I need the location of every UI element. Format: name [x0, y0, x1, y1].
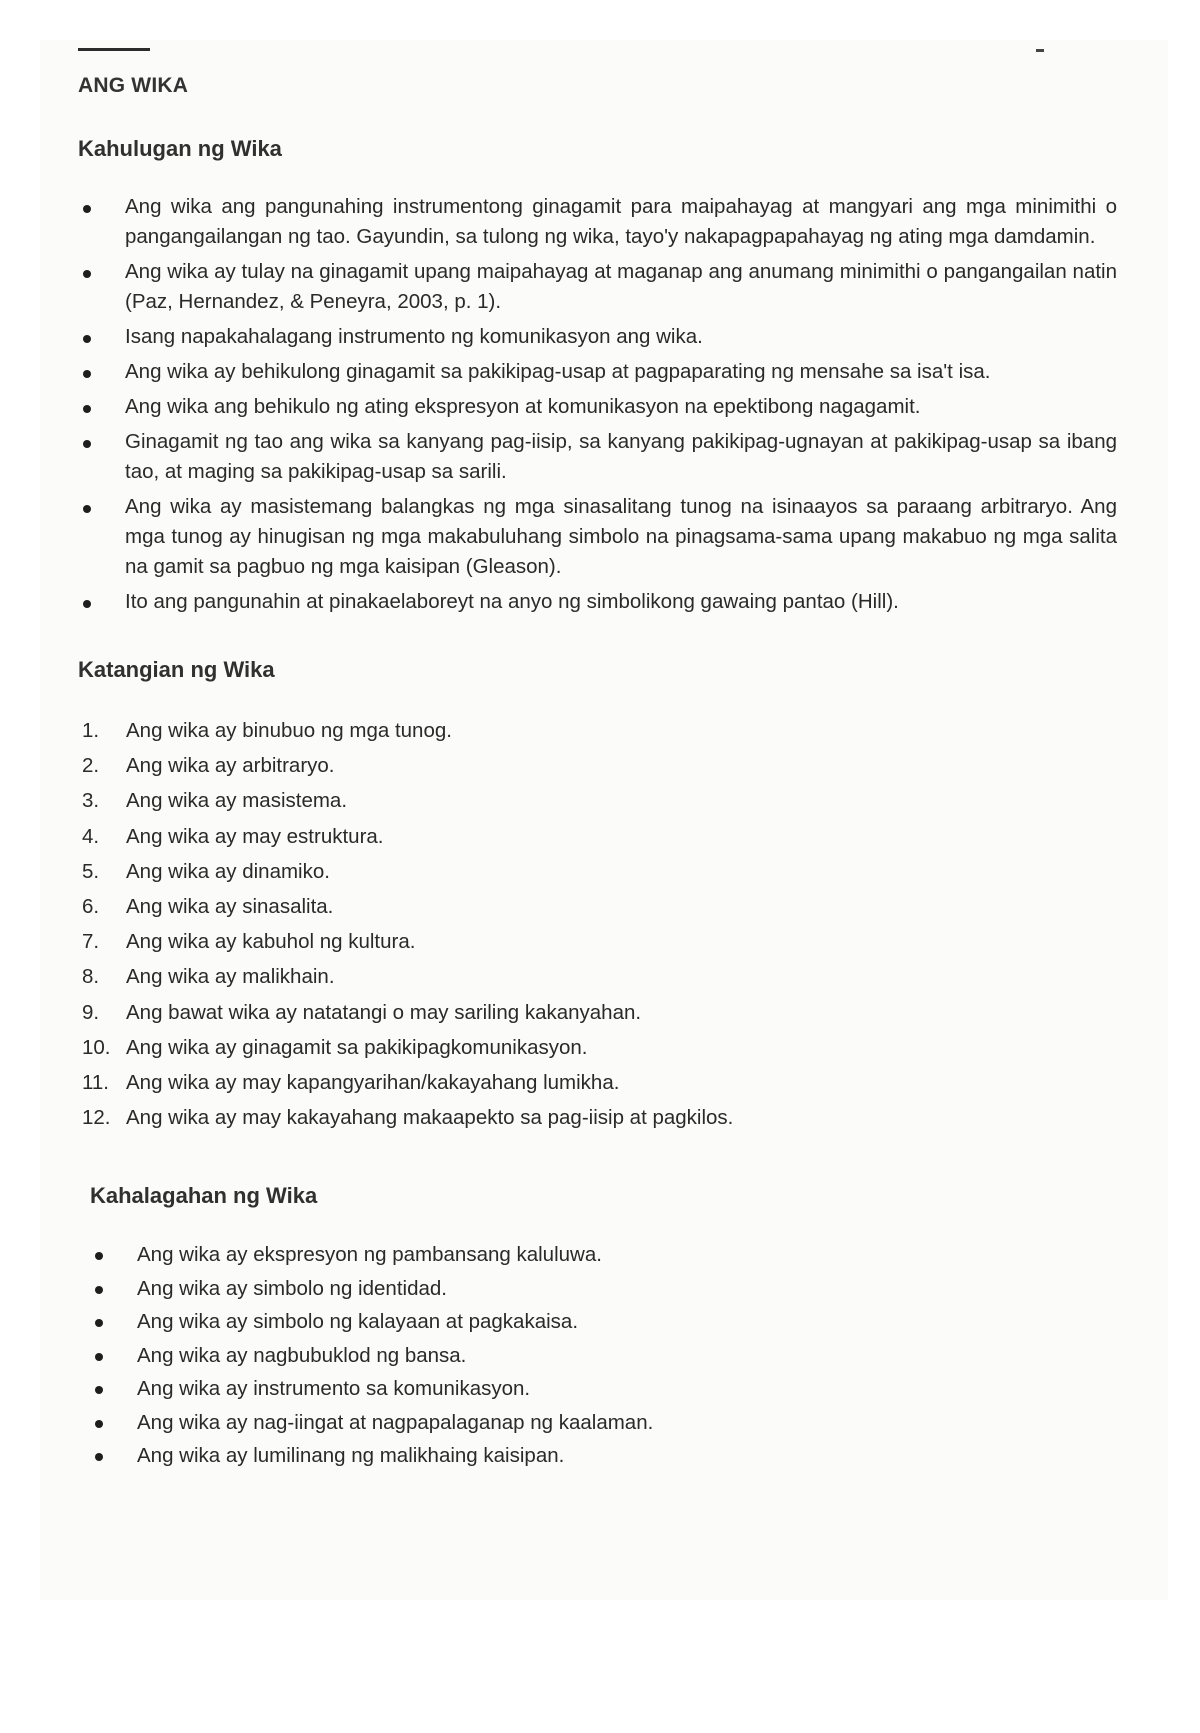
- list-item: [78, 587, 1117, 617]
- bullet-icon: [95, 1319, 103, 1327]
- list-item-text: Ang wika ay malikhain.: [126, 965, 335, 989]
- list-item-text: Ang wika ay simbolo ng identidad.: [137, 1276, 447, 1300]
- bullet-icon: [95, 1386, 103, 1394]
- header-rule: [78, 48, 150, 51]
- list-item: [90, 1306, 1118, 1338]
- list-item-text: Ang wika ay ekspresyon ng pambansang kaluluwa.: [137, 1243, 602, 1267]
- list-item: [78, 392, 1117, 422]
- list-item-text: Ang wika ang pangunahing instrumentong ginagamit para maipahayag at mangyari ang mga minimithi o pangangailangan ng tao. Gayundin, sa tulong ng wika, tayo'y nakapagpapahayag ng ating mga damdamin.: [125, 195, 1117, 248]
- list-item: [90, 1239, 1118, 1271]
- list-item-text: Ang wika ay masistemang balangkas ng mga sinasalitang tunog na isinaayos sa paraang arbitraryo. Ang mga tunog ay hinugisan ng mga makabuluhang simbolo na pinagsama-sama upang makabuo ng mga salita na gamit sa pagbuo ng mga kaisipan (Gleason).: [125, 495, 1117, 578]
- section-heading: Kahulugan ng Wika: [78, 136, 282, 161]
- bullet-icon: [83, 270, 91, 278]
- list-item: [78, 959, 1118, 994]
- list-item-text: Ang wika ay kabuhol ng kultura.: [126, 930, 416, 954]
- list-item: [78, 492, 1117, 582]
- list-item-text: Ang wika ay simbolo ng kalayaan at pagkakaisa.: [137, 1310, 579, 1334]
- list-item-number: 5.: [82, 859, 100, 883]
- list-item-text: Ang bawat wika ay natatangi o may sariling kakanyahan.: [126, 1000, 642, 1024]
- section-heading: Katangian ng Wika: [78, 657, 275, 682]
- list-item-number: 1.: [82, 719, 100, 742]
- document-body: [78, 74, 1118, 1474]
- list-item: [78, 427, 1117, 487]
- numbered-list: [78, 713, 1118, 1135]
- list-item-number: 12.: [82, 1106, 111, 1130]
- list-item-text: Ang wika ay may estruktura.: [126, 824, 384, 848]
- list-item-text: Ang wika ay tulay na ginagamit upang maipahayag at maganap ang anumang minimithi o pangangailan natin (Paz, Hernandez, & Peneyra, 2003, p. 1).: [125, 260, 1117, 313]
- list-item: [78, 713, 1118, 748]
- list-item-text: Ang wika ay sinasalita.: [126, 895, 334, 919]
- list-item: [78, 1065, 1118, 1100]
- list-item-number: 3.: [82, 789, 100, 813]
- list-item: [78, 1100, 1118, 1135]
- section-kahalagahan: [78, 1183, 1118, 1472]
- section-katangian: [78, 657, 1118, 1135]
- list-item-number: 2.: [82, 754, 100, 778]
- list-item-text: Ang wika ay behikulong ginagamit sa pakikipag-usap at pagpaparating ng mensahe sa isa't isa.: [125, 360, 991, 383]
- list-item-text: Ang wika ay masistema.: [126, 789, 348, 813]
- list-item-text: Ang wika ay may kapangyarihan/kakayahang lumikha.: [126, 1071, 620, 1095]
- list-item: [78, 322, 1117, 352]
- list-item-text: Ang wika ay binubuo ng mga tunog.: [126, 719, 452, 742]
- list-item-text: Ito ang pangunahin at pinakaelaboreyt na anyo ng simbolikong gawaing pantao (Hill).: [125, 590, 899, 613]
- list-item: [90, 1373, 1118, 1405]
- bullet-icon: [95, 1252, 103, 1260]
- list-item: [78, 995, 1118, 1030]
- list-item-text: Ang wika ay dinamiko.: [126, 859, 330, 883]
- bullet-icon: [95, 1453, 103, 1461]
- list-item: [78, 748, 1118, 783]
- list-item-text: Ginagamit ng tao ang wika sa kanyang pag-iisip, sa kanyang pakikipag-ugnayan at pakikipag-usap sa ibang tao, at maging sa pakikipag-usap sa sarili.: [125, 430, 1117, 483]
- bullet-icon: [83, 335, 91, 343]
- list-item-number: 11.: [82, 1071, 109, 1095]
- list-item-number: 10.: [82, 1035, 111, 1059]
- bullet-icon: [83, 405, 91, 413]
- list-item-number: 8.: [82, 965, 100, 989]
- list-item-number: 9.: [82, 1000, 100, 1024]
- list-item: [78, 192, 1117, 252]
- list-item-text: Ang wika ay lumilinang ng malikhaing kaisipan.: [137, 1444, 565, 1468]
- list-item: [78, 357, 1117, 387]
- list-item: [90, 1440, 1118, 1472]
- list-item: [78, 924, 1118, 959]
- list-item-number: 4.: [82, 824, 100, 848]
- bullet-icon: [83, 505, 91, 513]
- list-item: [78, 854, 1118, 889]
- list-item-text: Ang wika ang behikulo ng ating ekspresyon at komunikasyon na epektibong nagagamit.: [125, 395, 921, 418]
- list-item-text: Ang wika ay arbitraryo.: [126, 754, 335, 778]
- list-item: [90, 1407, 1118, 1439]
- section-heading: Kahalagahan ng Wika: [90, 1183, 318, 1209]
- bullet-icon: [95, 1286, 103, 1294]
- bullet-icon: [83, 370, 91, 378]
- list-item: [78, 819, 1118, 854]
- bullet-list: [90, 1239, 1118, 1472]
- header-mark: [1036, 49, 1044, 52]
- list-item-text: Ang wika ay nagbubuklod ng bansa.: [137, 1343, 467, 1367]
- list-item-text: Ang wika ay instrumento sa komunikasyon.: [137, 1377, 531, 1401]
- list-item-text: Ang wika ay nag-iingat at nagpapalaganap ng kaalaman.: [137, 1410, 654, 1434]
- list-item-text: Isang napakahalagang instrumento ng komunikasyon ang wika.: [125, 325, 703, 348]
- document-title: ANG WIKA: [78, 74, 189, 97]
- bullet-icon: [83, 205, 91, 213]
- list-item: [78, 1030, 1118, 1065]
- bullet-icon: [83, 440, 91, 448]
- list-item: [78, 889, 1118, 924]
- list-item: [90, 1340, 1118, 1372]
- list-item: [90, 1273, 1118, 1305]
- bullet-icon: [95, 1420, 103, 1428]
- list-item-text: Ang wika ay ginagamit sa pakikipagkomunikasyon.: [126, 1035, 588, 1059]
- bullet-icon: [95, 1353, 103, 1361]
- section-kahulugan: [78, 136, 1118, 617]
- list-item-text: Ang wika ay may kakayahang makaapekto sa pag-iisip at pagkilos.: [126, 1106, 734, 1130]
- list-item-number: 6.: [82, 895, 100, 919]
- list-item: [78, 257, 1117, 317]
- bullet-icon: [83, 600, 91, 608]
- list-item: [78, 783, 1118, 818]
- list-item-number: 7.: [82, 930, 100, 954]
- bullet-list: [78, 192, 1118, 617]
